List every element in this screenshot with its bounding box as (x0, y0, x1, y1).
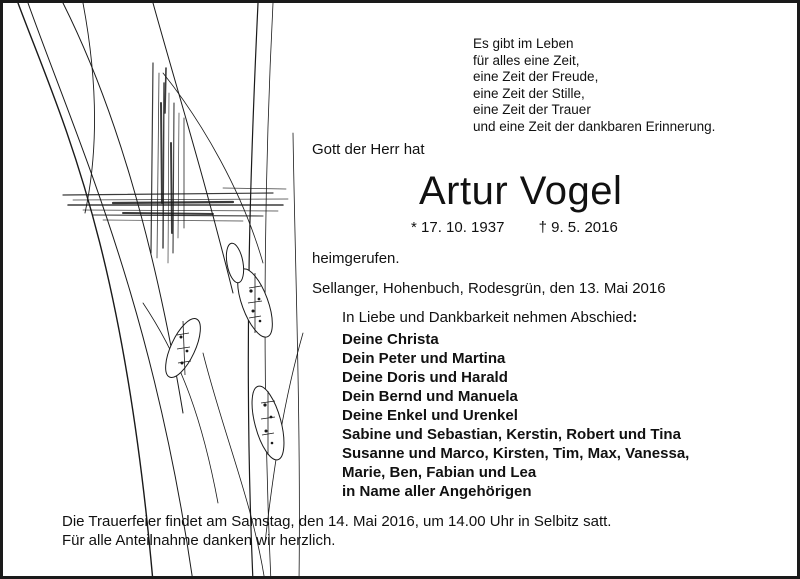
poem-line: für alles eine Zeit, (473, 52, 580, 68)
birth-date: * 17. 10. 1937 (411, 219, 505, 236)
poem-line: Es gibt im Leben (473, 36, 574, 51)
poem-line: und eine Zeit der dankbaren Erinnerung. (473, 118, 716, 134)
service-announcement: Die Trauerfeier findet am Samstag, den 14. Mai 2016, um 14.00 Uhr in Selbitz satt. (62, 513, 612, 530)
death-date: † 9. 5. 2016 (538, 219, 618, 236)
life-dates (411, 219, 618, 236)
poem-line: eine Zeit der Stille, (473, 85, 585, 101)
thanks-line: Für alle Anteilnahme danken wir herzlich. (62, 532, 336, 549)
mourner-line: Marie, Ben, Fabian und Lea (342, 464, 537, 481)
mourner-line: Sabine und Sebastian, Kerstin, Robert und Tina (342, 426, 681, 443)
service-info (62, 512, 611, 550)
intro-text: Gott der Herr hat (312, 141, 425, 158)
called-home-text: heimgerufen. (312, 250, 400, 267)
mourner-line: Dein Peter und Martina (342, 350, 506, 367)
mourner-line: Deine Enkel und Urenkel (342, 407, 518, 424)
place-and-date: Sellanger, Hohenbuch, Rodesgrün, den 13. Mai 2016 (312, 280, 666, 297)
mourner-line: in Name aller Angehörigen (342, 483, 532, 500)
deceased-name: Artur Vogel (419, 169, 623, 213)
mourner-line: Deine Christa (342, 331, 439, 348)
farewell-line (342, 309, 637, 326)
mourner-line: Susanne und Marco, Kirsten, Tim, Max, Vanessa, (342, 445, 690, 462)
poem-line: eine Zeit der Trauer (473, 102, 591, 117)
farewell-text: In Liebe und Dankbarkeit nehmen Abschied (342, 309, 633, 326)
mourners-list (342, 330, 689, 501)
poem-line: eine Zeit der Freude, (473, 69, 599, 84)
poem (473, 36, 715, 135)
farewell-colon: : (632, 309, 638, 326)
mourner-line: Deine Doris und Harald (342, 369, 508, 386)
mourner-line: Dein Bernd und Manuela (342, 388, 518, 405)
